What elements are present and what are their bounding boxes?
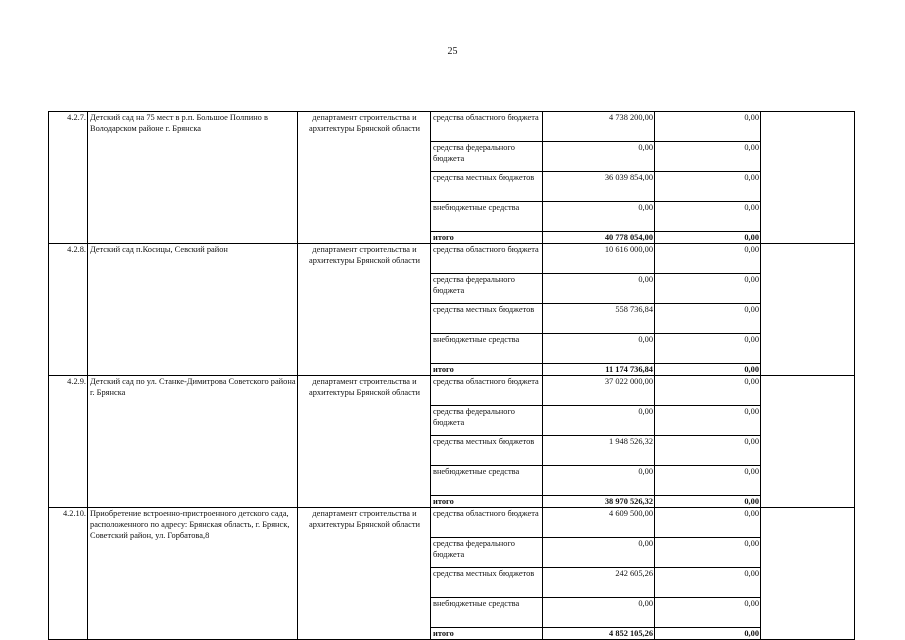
funding-source-label: средства областного бюджета xyxy=(431,244,543,274)
funding-source-label: средства областного бюджета xyxy=(431,112,543,142)
funding-source-label: средства федерального бюджета xyxy=(431,538,543,568)
empty-column-cell xyxy=(761,508,855,640)
funding-source-label: итого xyxy=(431,628,543,640)
amount-value-secondary: 0,00 xyxy=(655,466,761,496)
project-executor: департамент строительства и архитектуры Брянской области xyxy=(298,376,431,508)
amount-value: 0,00 xyxy=(543,598,655,628)
amount-value: 0,00 xyxy=(543,406,655,436)
amount-value: 38 970 526,32 xyxy=(543,496,655,508)
budget-table xyxy=(48,111,855,640)
amount-value: 242 605,26 xyxy=(543,568,655,598)
amount-value: 0,00 xyxy=(543,142,655,172)
amount-value-secondary: 0,00 xyxy=(655,304,761,334)
project-number: 4.2.10. xyxy=(49,508,88,640)
project-name: Приобретение встроенно-пристроенного детского сада, расположенного по адресу: Брянская область, г. Брянск, Советский район, ул. Горбатова,8 xyxy=(88,508,298,640)
funding-source-label: средства федерального бюджета xyxy=(431,274,543,304)
amount-value: 4 852 105,26 xyxy=(543,628,655,640)
project-name: Детский сад на 75 мест в р.п. Большое Полпино в Володарском районе г. Брянска xyxy=(88,112,298,244)
funding-source-label: внебюджетные средства xyxy=(431,202,543,232)
amount-value-secondary: 0,00 xyxy=(655,334,761,364)
amount-value: 11 174 736,84 xyxy=(543,364,655,376)
funding-source-label: средства федерального бюджета xyxy=(431,142,543,172)
amount-value-secondary: 0,00 xyxy=(655,172,761,202)
funding-source-label: итого xyxy=(431,232,543,244)
funding-source-label: средства федерального бюджета xyxy=(431,406,543,436)
amount-value-secondary: 0,00 xyxy=(655,142,761,172)
empty-column-cell xyxy=(761,244,855,376)
amount-value-secondary: 0,00 xyxy=(655,508,761,538)
empty-column-cell xyxy=(761,376,855,508)
funding-source-label: средства местных бюджетов xyxy=(431,568,543,598)
amount-value: 0,00 xyxy=(543,274,655,304)
amount-value-secondary: 0,00 xyxy=(655,112,761,142)
amount-value: 558 736,84 xyxy=(543,304,655,334)
funding-source-label: внебюджетные средства xyxy=(431,466,543,496)
table-row xyxy=(49,508,855,538)
amount-value: 10 616 000,00 xyxy=(543,244,655,274)
amount-value: 4 738 200,00 xyxy=(543,112,655,142)
funding-source-label: внебюджетные средства xyxy=(431,598,543,628)
amount-value-secondary: 0,00 xyxy=(655,538,761,568)
amount-value-secondary: 0,00 xyxy=(655,202,761,232)
funding-source-label: средства областного бюджета xyxy=(431,376,543,406)
project-executor: департамент строительства и архитектуры Брянской области xyxy=(298,508,431,640)
amount-value-secondary: 0,00 xyxy=(655,232,761,244)
amount-value: 36 039 854,00 xyxy=(543,172,655,202)
amount-value-secondary: 0,00 xyxy=(655,364,761,376)
amount-value: 1 948 526,32 xyxy=(543,436,655,466)
project-number: 4.2.8. xyxy=(49,244,88,376)
funding-source-label: внебюджетные средства xyxy=(431,334,543,364)
amount-value: 0,00 xyxy=(543,466,655,496)
table-body xyxy=(49,112,855,640)
table-row xyxy=(49,244,855,274)
amount-value-secondary: 0,00 xyxy=(655,568,761,598)
project-executor: департамент строительства и архитектуры Брянской области xyxy=(298,244,431,376)
amount-value: 0,00 xyxy=(543,538,655,568)
amount-value: 37 022 000,00 xyxy=(543,376,655,406)
table-row xyxy=(49,112,855,142)
project-name: Детский сад п.Косицы, Севский район xyxy=(88,244,298,376)
funding-source-label: средства местных бюджетов xyxy=(431,304,543,334)
amount-value-secondary: 0,00 xyxy=(655,598,761,628)
amount-value-secondary: 0,00 xyxy=(655,406,761,436)
amount-value-secondary: 0,00 xyxy=(655,244,761,274)
funding-source-label: средства местных бюджетов xyxy=(431,436,543,466)
amount-value: 0,00 xyxy=(543,202,655,232)
project-name: Детский сад по ул. Станке-Димитрова Советского района г. Брянска xyxy=(88,376,298,508)
project-number: 4.2.7. xyxy=(49,112,88,244)
amount-value-secondary: 0,00 xyxy=(655,436,761,466)
amount-value: 4 609 500,00 xyxy=(543,508,655,538)
amount-value-secondary: 0,00 xyxy=(655,376,761,406)
amount-value: 0,00 xyxy=(543,334,655,364)
table-row xyxy=(49,376,855,406)
amount-value: 40 778 054,00 xyxy=(543,232,655,244)
funding-source-label: средства местных бюджетов xyxy=(431,172,543,202)
funding-source-label: средства областного бюджета xyxy=(431,508,543,538)
empty-column-cell xyxy=(761,112,855,244)
amount-value-secondary: 0,00 xyxy=(655,628,761,640)
funding-source-label: итого xyxy=(431,496,543,508)
project-number: 4.2.9. xyxy=(49,376,88,508)
page-number: 25 xyxy=(447,46,458,57)
amount-value-secondary: 0,00 xyxy=(655,496,761,508)
amount-value-secondary: 0,00 xyxy=(655,274,761,304)
project-executor: департамент строительства и архитектуры Брянской области xyxy=(298,112,431,244)
funding-source-label: итого xyxy=(431,364,543,376)
